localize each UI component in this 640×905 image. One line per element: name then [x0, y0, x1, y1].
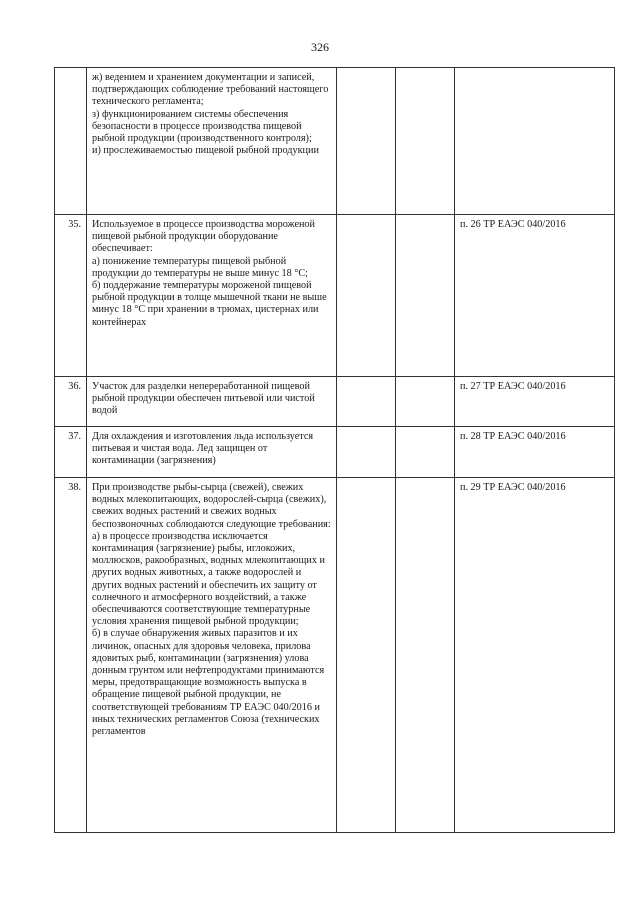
row-number: 38.: [55, 478, 87, 833]
empty-cell: [337, 215, 396, 377]
empty-cell: [337, 377, 396, 427]
reference-cell: п. 27 ТР ЕАЭС 040/2016: [455, 377, 615, 427]
empty-cell: [337, 68, 396, 215]
page-number: 326: [311, 40, 329, 54]
requirement-text: Для охлаждения и изготовления льда используется питьевая и чистая вода. Лед защищен от контаминации (загрязнения): [87, 427, 337, 478]
empty-cell: [396, 215, 455, 377]
requirement-text: ж) ведением и хранением документации и записей, подтверждающих соблюдение требований настоящего технического регламента; з) функционированием системы обеспечения безопасности в процессе производства пищевой рыбной продукции (производственного контроля); и) прослеживаемостью пищевой рыбной продукции: [87, 68, 337, 215]
requirement-text: Участок для разделки непереработанной пищевой рыбной продукции обеспечен питьевой или чистой водой: [87, 377, 337, 427]
row-number: 35.: [55, 215, 87, 377]
empty-cell: [396, 68, 455, 215]
table-row: [55, 377, 615, 427]
table-row: [55, 68, 615, 215]
empty-cell: [337, 478, 396, 833]
empty-cell: [396, 478, 455, 833]
empty-cell: [396, 377, 455, 427]
empty-cell: [337, 427, 396, 478]
reference-cell: п. 29 ТР ЕАЭС 040/2016: [455, 478, 615, 833]
table-row: [55, 478, 615, 833]
reference-cell: п. 26 ТР ЕАЭС 040/2016: [455, 215, 615, 377]
row-number: 36.: [55, 377, 87, 427]
requirement-text: Используемое в процессе производства мороженой пищевой рыбной продукции оборудование обеспечивает: а) понижение температуры пищевой рыбной продукции до температуры не выше минус 18 °С; б) поддержание температуры мороженой пищевой рыбной продукции в толще мышечной ткани не выше минус 18 °С при хранении в трюмах, цистернах или контейнерах: [87, 215, 337, 377]
requirement-text: При производстве рыбы-сырца (свежей), свежих водных млекопитающих, водорослей-сырца (свежих), свежих водных растений и свежих водных беспозвоночных соблюдаются следующие требования: а) в процессе производства исключается контаминация (загрязнение) рыбы, иглокожих, моллюсков, ракообразных, водных млекопитающих и других водных животных, а также водорослей и других водных растений и обеспечить их защиту от солнечного и атмосферного воздействий, а также обеспечиваются соответствующие температурные условия хранения пищевой рыбной продукции; б) в случае обнаружения живых паразитов и их личинок, опасных для здоровья человека, прилова ядовитых рыб, контаминации (загрязнения) улова донным грунтом или нефтепродуктами принимаются меры, предотвращающие возможность выпуска в обращение пищевой рыбной продукции, не соответствующей требованиям ТР ЕАЭС 040/2016 и иных технических регламентов Союза (технических регламентов: [87, 478, 337, 833]
empty-cell: [396, 427, 455, 478]
table-row: [55, 215, 615, 377]
table-row: [55, 427, 615, 478]
row-number: 37.: [55, 427, 87, 478]
reference-cell: п. 28 ТР ЕАЭС 040/2016: [455, 427, 615, 478]
requirements-table: [54, 67, 615, 833]
row-number: [55, 68, 87, 215]
reference-cell: [455, 68, 615, 215]
